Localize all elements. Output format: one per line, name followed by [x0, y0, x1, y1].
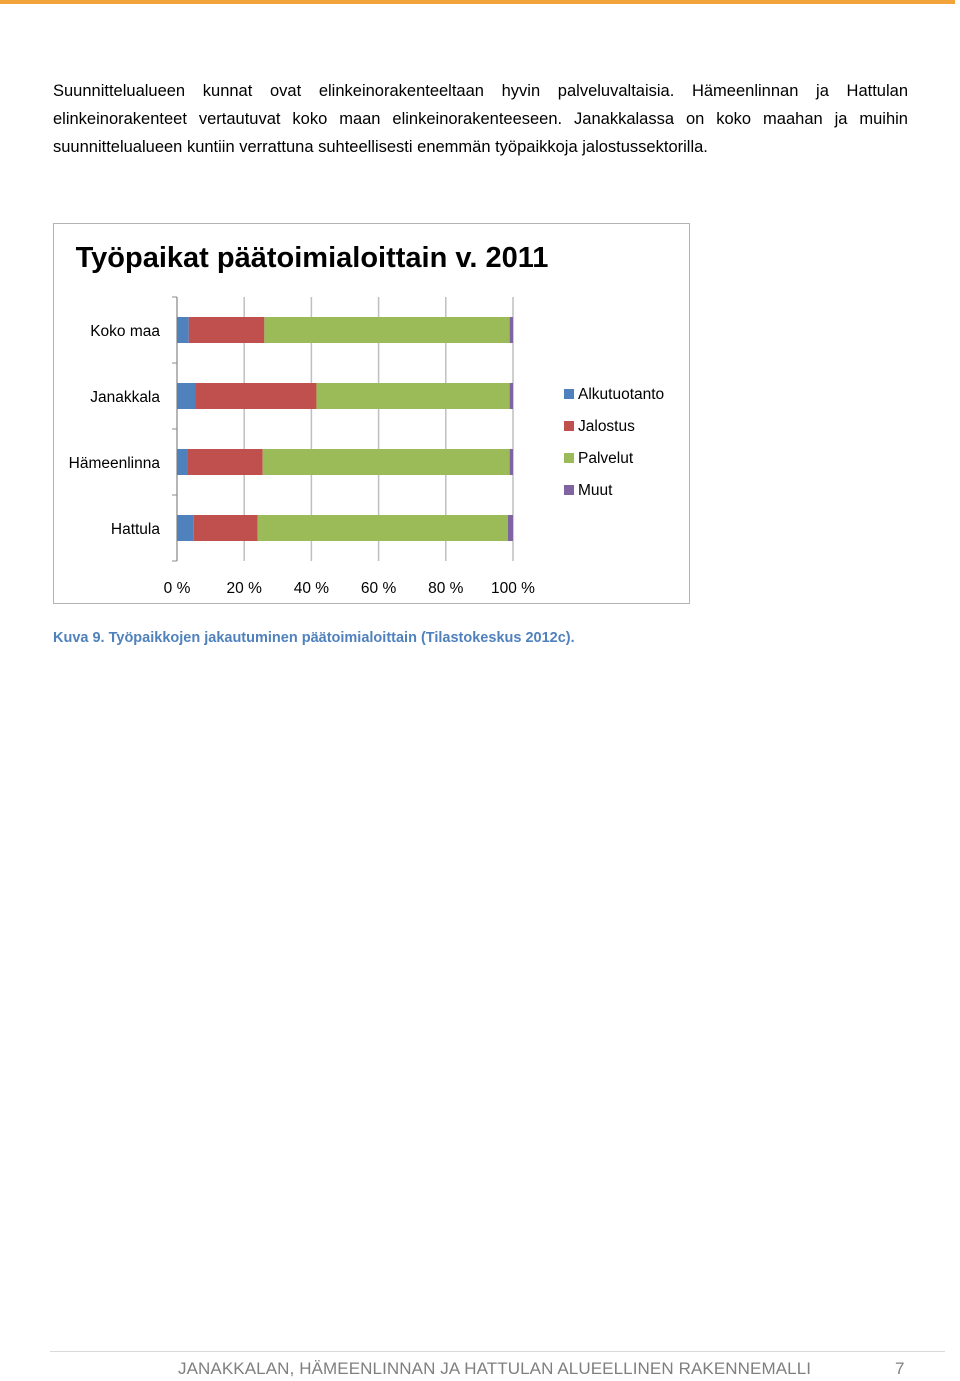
bar-segment: [177, 515, 194, 541]
x-tick-label: 80 %: [428, 580, 464, 597]
stacked-bar-chart: [54, 224, 689, 603]
category-label: Hämeenlinna: [68, 455, 160, 472]
legend-swatch: [564, 453, 574, 463]
legend-label: Jalostus: [578, 418, 635, 435]
footer-rule: [50, 1351, 945, 1352]
bar-segment: [187, 449, 263, 475]
x-tick-label: 100 %: [491, 580, 535, 597]
bar-segment: [510, 449, 513, 475]
category-label: Janakkala: [90, 389, 160, 406]
page-number: 7: [895, 1359, 905, 1378]
footer-title: JANAKKALAN, HÄMEENLINNAN JA HATTULAN ALUEELLINEN RAKENNEMALLI: [178, 1359, 812, 1378]
legend-label: Palvelut: [578, 450, 634, 467]
bar-segment: [263, 449, 510, 475]
bar-segment: [195, 383, 316, 409]
bar-segment: [510, 383, 513, 409]
legend-swatch: [564, 485, 574, 495]
body-paragraph: Suunnittelualueen kunnat ovat elinkeinorakenteeltaan hyvin palveluvaltaisia. Hämeenlinnan ja Hattulan elinkeinorakenteet vertautuvat koko maan elinkeinorakenteeseen. Janakkalassa on koko maahan ja muihin suunnittelualueen kuntiin verrattuna suhteellisesti enemmän työpaikkoja jalostussektorilla.: [53, 82, 908, 156]
chart-frame: [53, 223, 690, 604]
bar-segment: [177, 317, 189, 343]
legend-label: Alkutuotanto: [578, 386, 665, 403]
legend-swatch: [564, 421, 574, 431]
x-tick-label: 0 %: [163, 580, 191, 597]
legend-swatch: [564, 389, 574, 399]
bar-segment: [189, 317, 265, 343]
x-tick-label: 20 %: [226, 580, 262, 597]
figure-caption: Kuva 9. Työpaikkojen jakautuminen päätoimialoittain (Tilastokeskus 2012c).: [53, 630, 575, 646]
category-label: Koko maa: [90, 323, 160, 340]
bar-segment: [177, 383, 195, 409]
category-label: Hattula: [110, 521, 160, 538]
bar-segment: [508, 515, 513, 541]
top-accent-rule: [0, 0, 955, 4]
bar-segment: [264, 317, 509, 343]
legend-label: Muut: [578, 482, 613, 499]
bar-segment: [194, 515, 258, 541]
bar-segment: [258, 515, 508, 541]
x-tick-label: 40 %: [293, 580, 330, 597]
bar-segment: [177, 449, 187, 475]
x-tick-label: 60 %: [360, 580, 397, 597]
bar-segment: [510, 317, 513, 343]
chart-title: Työpaikat päätoimialoittain v. 2011: [75, 242, 549, 274]
bar-segment: [316, 383, 509, 409]
